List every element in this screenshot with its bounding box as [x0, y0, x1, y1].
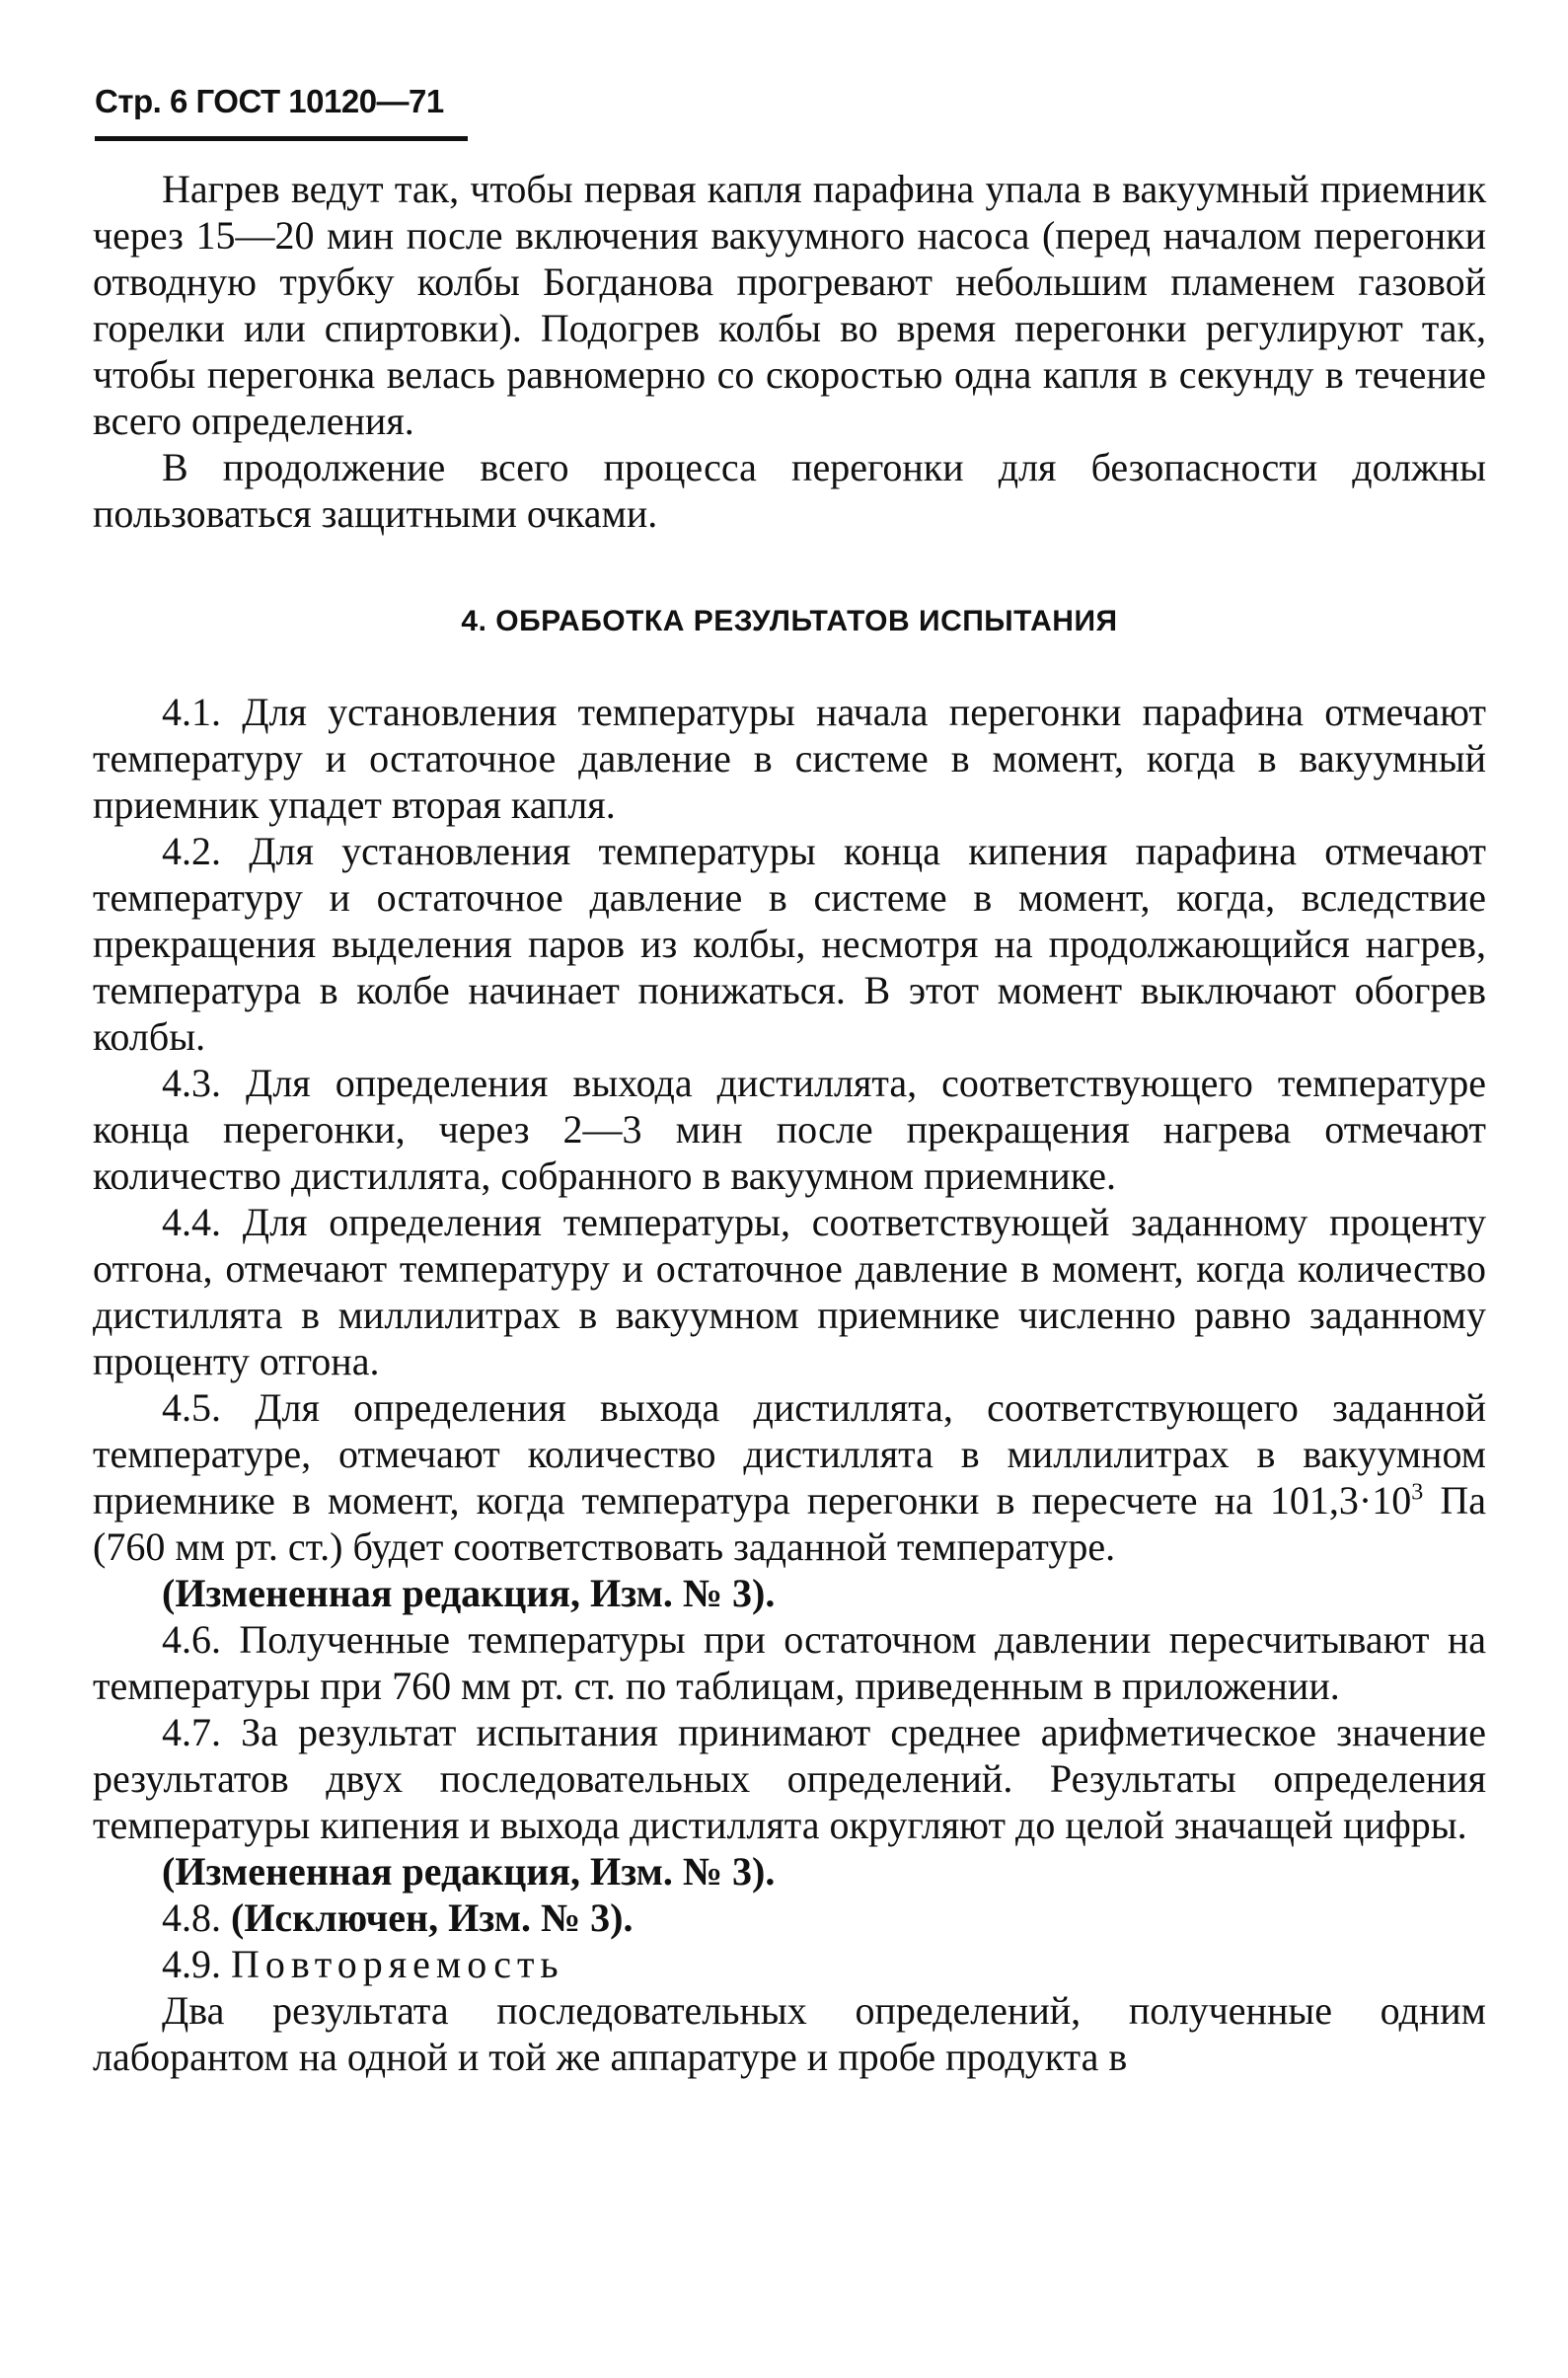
page-header-text: Стр. 6 ГОСТ 10120—71 — [95, 83, 444, 119]
clause-4-7: 4.7. За результат испытания принимают среднее арифметическое значение результатов двух последовательных определений. Результаты определения температуры кипения и выхода дистиллята округляют до целой значащей цифры. — [93, 1710, 1486, 1847]
header-rule — [95, 136, 468, 141]
clause-4-3: 4.3. Для определения выхода дистиллята, соответствующего температуре конца перегонки, через 2—3 мин после прекращения нагрева отмечают количество дистиллята, собранного в вакуумном приемнике. — [93, 1061, 1486, 1198]
clause-4-1: 4.1. Для установления температуры начала перегонки парафина отмечают температуру и остаточное давление в системе в момент, когда в вакуумный приемник упадет вторая капля. — [93, 690, 1486, 827]
clause-4-5 — [93, 1384, 1486, 1570]
page-header — [95, 83, 444, 120]
clause-4-4: 4.4. Для определения температуры, соответствующей заданному проценту отгона, отмечают температуру и остаточное давление в момент, когда количество дистиллята в миллилитрах в вакуумном приемнике численно равно заданному проценту отгона. — [93, 1200, 1486, 1383]
clause-4-9-number: 4.9. — [162, 1942, 221, 1986]
clause-4-2: 4.2. Для установления температуры конца кипения парафина отмечают температуру и остаточное давление в системе в момент, когда, вследствие прекращения выделения паров из колбы, несмотря на продолжающийся нагрев, температура в колбе начинает понижаться. В этот момент выключают обогрев колбы. — [93, 829, 1486, 1059]
document-body — [93, 166, 1486, 2080]
clause-4-9 — [93, 1941, 1486, 1987]
paragraph-heating: Нагрев ведут так, чтобы первая капля парафина упала в вакуумный приемник через 15—20 мин после включения вакуумного насоса (перед началом перегонки отводную трубку колбы Богданова прогревают небольшим пламенем газовой горелки или спиртовки). Подогрев колбы во время перегонки регулируют так, чтобы перегонка велась равномерно со скоростью одна капля в секунду в течение всего определения. — [93, 167, 1486, 443]
clause-4-6: 4.6. Полученные температуры при остаточном давлении пересчитывают на температуры при 760 мм рт. ст. по таблицам, приведенным в приложении. — [93, 1617, 1486, 1708]
clause-4-5-text-end: Па (760 мм рт. ст.) будет соответствовать заданной температуре. — [93, 1478, 1487, 1569]
paragraph-safety: В продолжение всего процесса перегонки для безопасности должны пользоваться защитными очками. — [93, 445, 1486, 536]
clause-4-5-amendment: (Измененная редакция, Изм. № 3). — [162, 1571, 776, 1615]
clause-4-9-title: Повторяемость — [231, 1942, 564, 1986]
clause-4-8 — [93, 1895, 1486, 1941]
clause-4-8-number: 4.8. — [162, 1895, 221, 1940]
clause-4-8-text: (Исключен, Изм. № 3). — [231, 1895, 634, 1940]
section-title: 4. ОБРАБОТКА РЕЗУЛЬТАТОВ ИСПЫТАНИЯ — [461, 605, 1118, 637]
clause-4-5-text: 4.5. Для определения выхода дистиллята, соответствующего заданной температуре, отмечают количество дистиллята в миллилитрах в вакуумном приемнике в момент, когда температура перегонки в пересчете на 101,3·10 — [93, 1385, 1486, 1523]
clause-4-7-amendment: (Измененная редакция, Изм. № 3). — [162, 1849, 776, 1894]
clause-4-5-exponent: 3 — [1411, 1479, 1424, 1506]
clause-4-9-text: Два результата последовательных определений, полученные одним лаборантом на одной и той же аппаратуре и пробе продукта в — [93, 1988, 1486, 2079]
